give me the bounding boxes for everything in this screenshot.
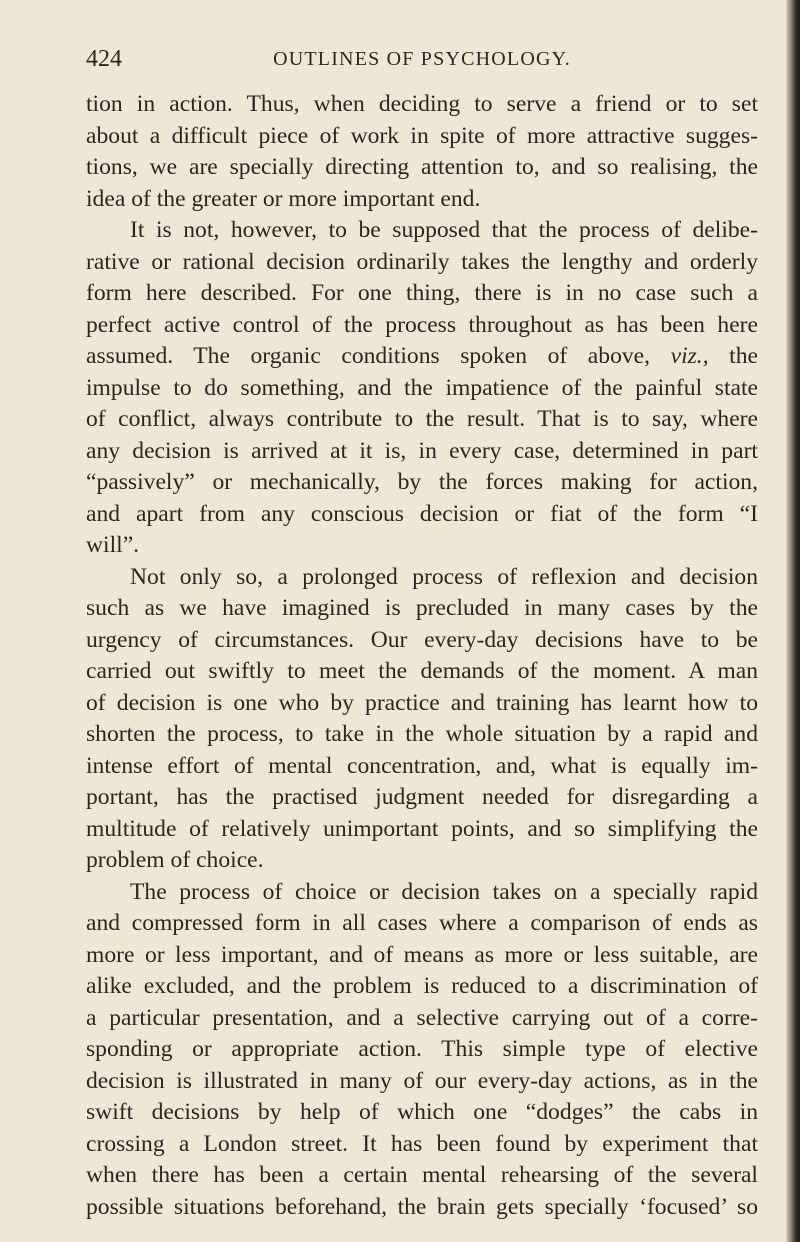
text-line: urgency of circumstances. Our every-day decisions have to be bbox=[86, 626, 758, 653]
text-segment: the bbox=[729, 343, 758, 369]
text-line: tions, we are specially directing attention to, and so realising, the bbox=[86, 154, 758, 180]
italic-abbreviation: viz., bbox=[670, 343, 709, 369]
text-line: rative or rational decision ordinarily takes the lengthy and orderly bbox=[86, 248, 758, 275]
text-line: multitude of relatively unimportant points, and so simplifying the bbox=[86, 815, 758, 842]
text-line: sponding or appropriate action. This simple type of elective bbox=[86, 1036, 758, 1062]
text-line: of conflict, always contribute to the result. That is to say, where bbox=[86, 406, 758, 432]
body-text bbox=[86, 89, 758, 1223]
text-line: “passively” or mechanically, by the forces making for action, bbox=[86, 469, 758, 495]
text-line: decision is illustrated in many of our every-day actions, as in the bbox=[86, 1067, 758, 1094]
text-line: crossing a London street. It has been found by experiment that bbox=[86, 1130, 758, 1157]
running-head: OUTLINES OF PSYCHOLOGY. bbox=[273, 48, 571, 70]
text-line: of decision is one who by practice and training has learnt how to bbox=[86, 689, 758, 716]
page-edge bbox=[786, 0, 800, 1242]
text-line: alike excluded, and the problem is reduced to a discrimination of bbox=[86, 973, 758, 999]
text-line: possible situations beforehand, the brain gets specially ‘focused’ so bbox=[86, 1193, 758, 1220]
text-line: tion in action. Thus, when deciding to serve a friend or to set bbox=[86, 91, 758, 117]
page-header bbox=[86, 44, 758, 74]
text-line: shorten the process, to take in the whole situation by a rapid and bbox=[86, 721, 758, 747]
text-line: idea of the greater or more important end. bbox=[86, 185, 481, 212]
text-line: and compressed form in all cases where a comparison of ends as bbox=[86, 910, 758, 936]
text-line: about a difficult piece of work in spite of more attractive sugges- bbox=[86, 122, 758, 149]
text-line: Not only so, a prolonged process of reflexion and decision bbox=[130, 563, 758, 590]
text-line: such as we have imagined is precluded in many cases by the bbox=[86, 595, 758, 621]
text-line: impulse to do something, and the impatience of the painful state bbox=[86, 374, 758, 401]
text-line: perfect active control of the process throughout as has been here bbox=[86, 311, 758, 338]
text-line: when there has been a certain mental rehearsing of the several bbox=[86, 1162, 758, 1188]
text-line: form here described. For one thing, there is in no case such a bbox=[86, 280, 758, 306]
text-line: It is not, however, to be supposed that the process of delibe- bbox=[130, 217, 758, 243]
text-segment: assumed. The organic conditions spoken of above, bbox=[86, 343, 651, 369]
text-line: any decision is arrived at it is, in every case, determined in part bbox=[86, 437, 758, 464]
text-line: will”. bbox=[86, 532, 140, 558]
text-line: more or less important, and of means as more or less suitable, are bbox=[86, 941, 758, 968]
text-line: intense effort of mental concentration, and, what is equally im- bbox=[86, 752, 758, 779]
text-line: The process of choice or decision takes on a specially rapid bbox=[130, 878, 758, 905]
page-number: 424 bbox=[86, 46, 122, 72]
text-line bbox=[86, 341, 758, 373]
text-line: carried out swiftly to meet the demands of the moment. A man bbox=[86, 658, 758, 684]
text-line: a particular presentation, and a selective carrying out of a corre- bbox=[86, 1004, 758, 1031]
text-line: problem of choice. bbox=[86, 847, 264, 873]
text-line: portant, has the practised judgment needed for disregarding a bbox=[86, 784, 758, 810]
text-line: swift decisions by help of which one “dodges” the cabs in bbox=[86, 1099, 758, 1125]
text-line: and apart from any conscious decision or fiat of the form “I bbox=[86, 500, 758, 527]
